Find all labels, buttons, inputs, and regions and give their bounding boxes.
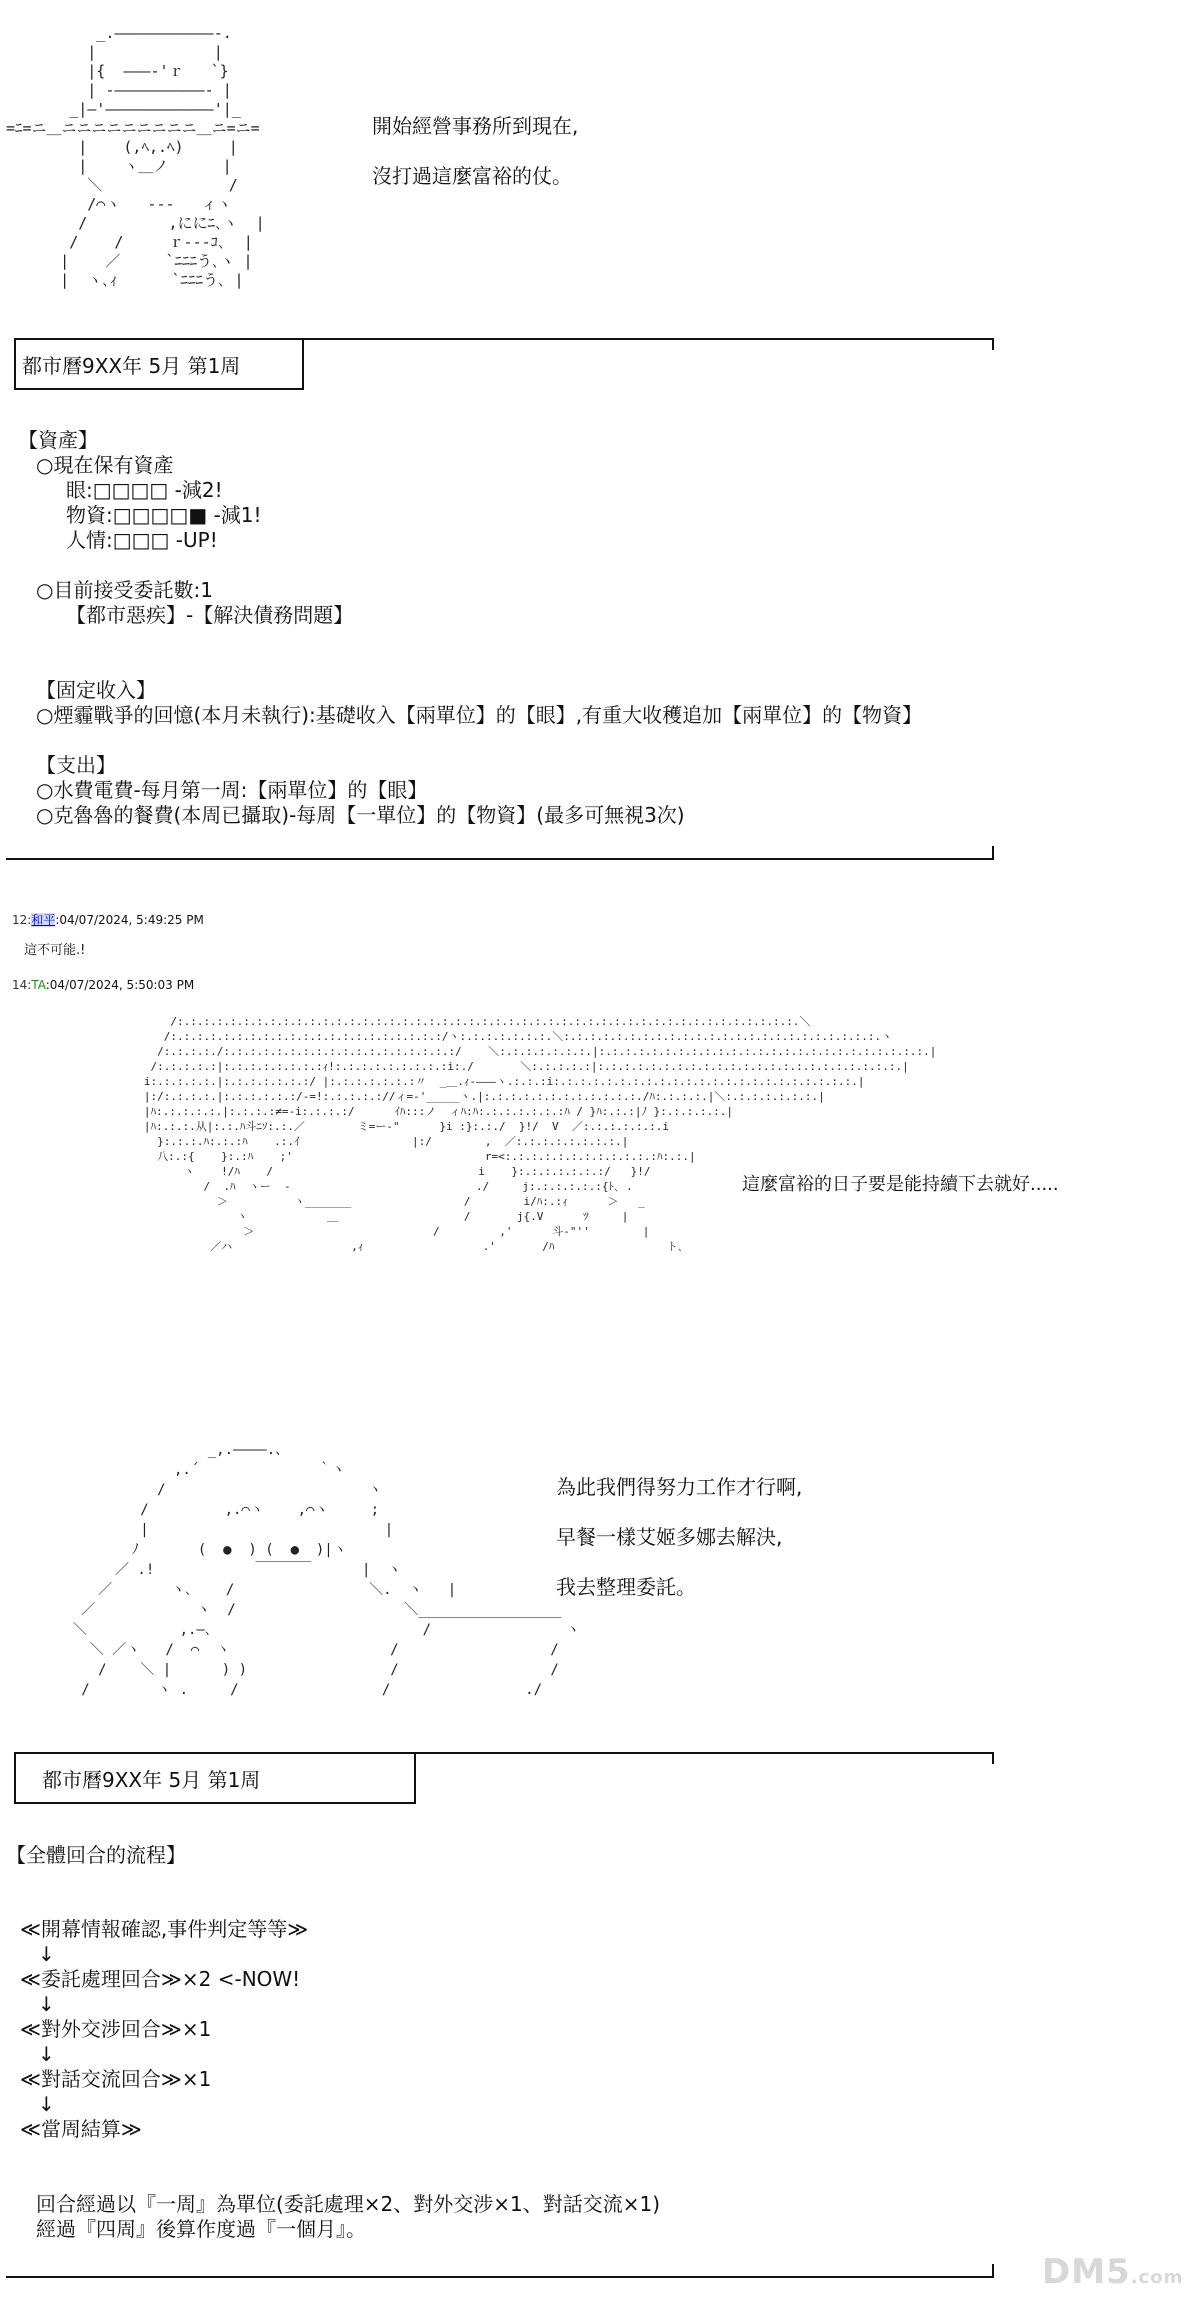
header2-top-line xyxy=(14,1752,994,1754)
dialog-line-2: 沒打過這麼富裕的仗。 xyxy=(372,164,572,188)
flow-arrow-3: ↓ xyxy=(38,2042,55,2066)
comment-meta-12 xyxy=(12,912,204,928)
expense-header: 【支出】 xyxy=(36,753,116,777)
dialog-hopeful: 這麼富裕的日子要是能持續下去就好..... xyxy=(742,1174,1059,1195)
current-assets-label: ○現在保有資產 xyxy=(36,453,174,477)
dialog-work-1: 為此我們得努力工作才行啊, xyxy=(556,1475,803,1499)
comment-timestamp: :04/07/2024, 5:49:25 PM xyxy=(55,913,204,927)
comment-number: 12: xyxy=(12,913,32,927)
flow-title: 【全體回合的流程】 xyxy=(6,1843,186,1867)
status-right-tick xyxy=(992,846,994,860)
fixed-income-item: ○煙霾戰爭的回憶(本月未執行):基礎收入【兩單位】的【眼】,有重大收穫追加【兩單位】的【物資】 xyxy=(36,703,923,727)
expense-item-2: ○克魯魯的餐費(本周已攝取)-每周【一單位】的【物資】(最多可無視3次) xyxy=(36,803,685,827)
header-divider xyxy=(302,338,304,390)
comment-body-12: 這不可能.! xyxy=(24,943,86,958)
header-date: 都市曆9XX年 5月 第1周 xyxy=(22,354,241,378)
flow-arrow-4: ↓ xyxy=(38,2092,55,2116)
ascii-art-hat-character: _.―――――――――――‐. | | |{ ―――‐'ｒ `} | ‐――――――――――‐ | _|―'――――――――――――'|_ =ﾆ=ニ＿ニニニニニニニニニ＿ニ=ニ= | (,ﾍ,.ﾍ) | | ヽ＿ノ | ＼ / /⌒ヽ ‐‐‐ ィヽ / ,ににﾆ､ヽ | / / ｒ‐‐‐ｺ､ | | ／ `ﾆﾆﾆう､ヽ | | ヽ､ｨ `ﾆﾆﾆう､ | xyxy=(6,24,265,289)
site-watermark-logo xyxy=(1042,2252,1183,2292)
comment-timestamp: :04/07/2024, 5:50:03 PM xyxy=(45,978,195,992)
flow-step-2: ≪委託處理回合≫×2 <-NOW! xyxy=(20,1967,301,1991)
flow-arrow-1: ↓ xyxy=(38,1942,55,1966)
header2-bottom-line xyxy=(14,1802,416,1804)
watermark-suffix: .com xyxy=(1130,2267,1184,2288)
flow-step-5: ≪當周結算≫ xyxy=(20,2117,142,2141)
assets-header: 【資產】 xyxy=(18,428,98,452)
header2-date: 都市曆9XX年 5月 第1周 xyxy=(42,1768,261,1792)
expense-item-1: ○水費電費-每月第一周:【兩單位】的【眼】 xyxy=(36,778,428,802)
flow-step-1: ≪開幕情報確認,事件判定等等≫ xyxy=(20,1917,309,1941)
header-left-tick xyxy=(14,338,16,390)
comment-user-link[interactable]: 和平 xyxy=(31,913,56,927)
watermark-main: DM5 xyxy=(1042,2252,1131,2292)
flow-note-1: 回合經過以『一周』為單位(委託處理×2、對外交涉×1、對話交流×1) xyxy=(36,2192,661,2216)
header-bottom-line xyxy=(14,388,304,390)
dialog-work-3: 我去整理委託。 xyxy=(556,1575,696,1599)
comment-meta-14 xyxy=(12,977,194,993)
flow-step-4: ≪對話交流回合≫×1 xyxy=(20,2067,212,2091)
header2-left-tick xyxy=(14,1752,16,1804)
header-right-tick xyxy=(992,338,994,350)
status-bottom-line xyxy=(6,858,994,860)
commission-count: ○目前接受委託數:1 xyxy=(36,578,213,602)
dialog-line-1: 開始經營事務所到現在, xyxy=(372,114,579,138)
asset-goods: 物資:□□□□■ -減1! xyxy=(66,503,262,527)
header2-divider xyxy=(414,1752,416,1804)
asset-favor: 人情:□□□ -UP! xyxy=(66,528,218,552)
flow-note-2: 經過『四周』後算作度過『一個月』。 xyxy=(36,2217,366,2241)
flow-right-tick xyxy=(992,2264,994,2278)
flow-bottom-line xyxy=(6,2276,994,2278)
ascii-art-hat-close-up: /:.:.:.:.:.:.:.:.:.:.:.:.:.:.:.:.:.:.:.:.:.:.:.:.:.:.:.:.:.:.:.:.:.:.:.:.:.:.:.:.:.:.:.:.:.:.:.＼ /:.:.:.:.:.:.:.:.:.:.:.:.:.:.:.:.:.:.:.:.:/ヽ:.:.:.:.:.:.:.＼:.:.:.:.:.:.:.:.:.:.:.:.:.:.:.:.:.:.:.:.:.:.:.:.ヽ /:.:.:.:./:.:.:.:.:.:.:.:.:.:.:.:.:.:.:.:.:.:/ ＼:.:.:.:.:.:.:.|:.:.:.:.:.:.:.:.:.:.:.:.:.:.:.:.:.:.:.:.:.:.:.:.:.| /:.:.:.:.:|:.:.:.:.:.:.:.:ｨ!:.:.:.:.:.:.:.:.:i:./ ＼:.:.:.:.:|:.:.:.:.:.:.:.:.:.:.:.:.:.:.:.:.:.:.:.:.:.:.:.| i:.:.:.:.:.|:.:.:.:.:.:.:/ |:.:.:.:.:.:.:〃 _＿.ｨ‐―――ヽ.:.:.:i:.:.:.:.:.:.:.:.:.:.:.:.:.:.:.:.:.:.:.:.:.:.:.| |:/:.:.:.:.|:.:.:.:.:.:/-=!:.:.:.:.://ィ=-'_____ヽ.|:.:.:.:.:.:.:.:.:.:.:.:./ﾊ:.:.:.:.|＼:.:.:.:.:.:.:.| |ﾊ:.:.:.:.:.|:.:.:.:≠=-i:.:.:.:/ ｲﾊ:::ノ ィﾊ:ﾊ:.:.:.:.:.:.:ﾊ / }ﾊ:.:.:|ﾉ }:.:.:.:.:.| |ﾊ:.:.:.从|:.:.ﾊ斗ﾆｿ:.:.／ ミ=ー‐" }i :}:.:./ }!/ V ／:.:.:.:.:.:.i }:.:.:.ﾊ:.:.:ﾊ .:.ｲ |:/ , ／:.:.:.:.:.:.:.:.| 八:.:{ }:.:ﾊ ;' r=<:.:.:.:.:.:.:.:.:.:.:.:ﾊ:.:.| ヽ !/ﾊ / i }:.:.:.:.:.:.:/ }!/ / .ﾊ ヽー - ./ j:.:.:.:.:.:{ﾄ､ . ＞ ヽ_______ / i/ﾊ:.:ｨ ＞ _ ヽ ＿ / j{.V ﾂ | ＞ / ,' 斗‐"'' | ／ハ ,ｨ .' /ﾊ ト､ xyxy=(143,1015,937,1253)
flow-step-3: ≪對外交涉回合≫×1 xyxy=(20,2017,212,2041)
commission-item: 【都市惡疾】-【解決債務問題】 xyxy=(66,603,354,627)
ascii-art-round-character: _,.――――.、 ,.´ ｀ヽ / ヽ / ,.⌒ヽ ,⌒ヽ ; | | ﾉ ( ● ) ( ● )|ヽ ／ .! ￣￣￣￣ | ヽ ／ ヽ､ / ＼. ヽ | ／ ヽ / ＼_________________ ＼ ,.―､ / ヽ ＼ ／ヽ / ⌒ ヽ / / / ＼ | ) ) / / / ヽ . / / ./ xyxy=(72,1442,580,1698)
asset-eye: 眼:□□□□ -減2! xyxy=(66,478,223,502)
flow-arrow-2: ↓ xyxy=(38,1992,55,2016)
dialog-work-2: 早餐一樣艾姬多娜去解決, xyxy=(556,1525,783,1549)
header-top-line xyxy=(14,338,994,340)
fixed-income-header: 【固定收入】 xyxy=(36,678,156,702)
comment-number: 14: xyxy=(12,978,32,992)
comment-user[interactable]: TA xyxy=(31,978,46,992)
header2-right-tick xyxy=(992,1752,994,1764)
